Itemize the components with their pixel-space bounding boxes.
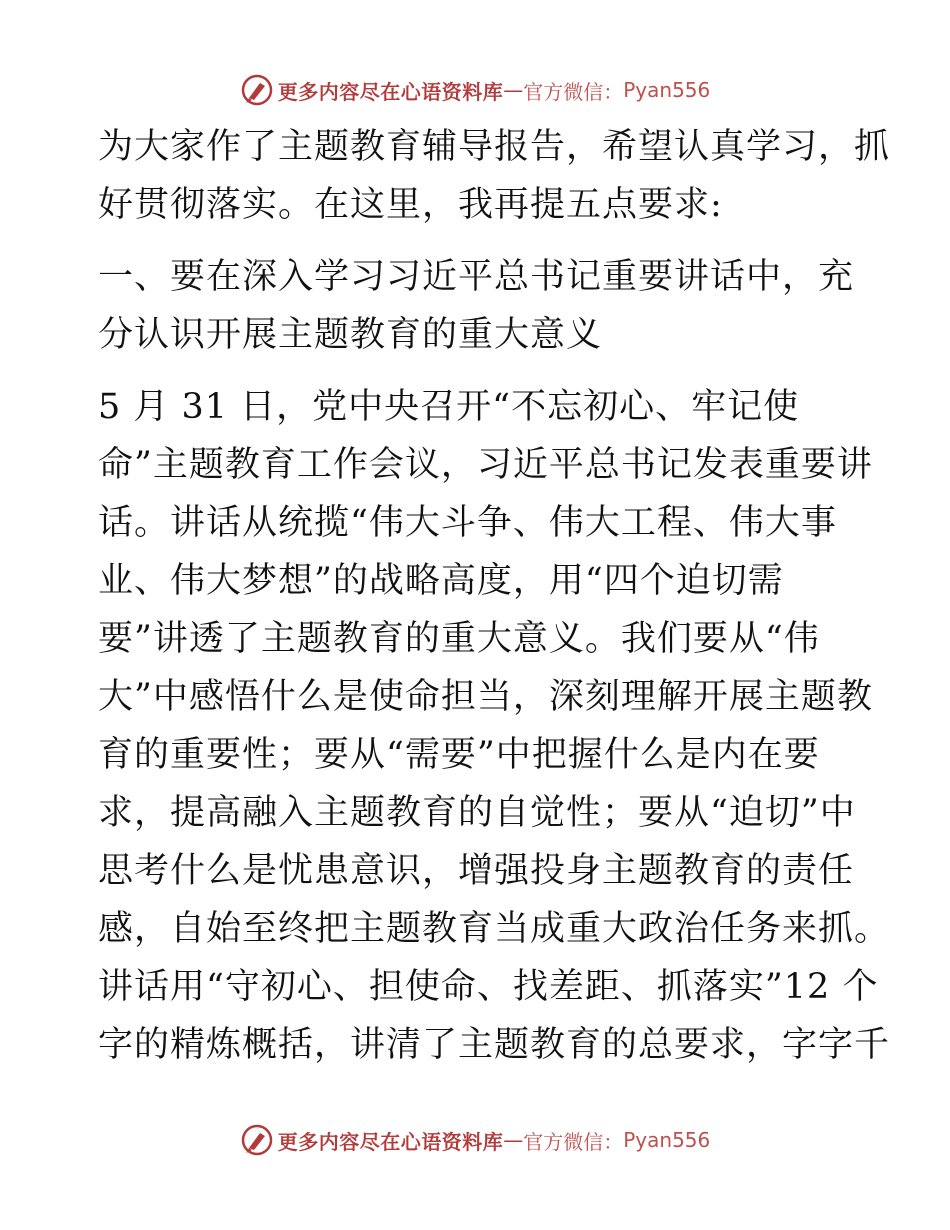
watermark-site-text: 更多内容尽在心语资料库 (277, 79, 504, 104)
paragraph-line: 话。讲话从统揽“伟大斗争、伟大工程、伟大事 (98, 503, 837, 543)
watermark-wechat-label: 官方微信： (523, 79, 624, 104)
paragraph-line: 感，自始至终把主题教育当成重大政治任务来抓。 (98, 909, 891, 949)
paragraph-line: 好贯彻落实。在这里，我再提五点要求: (98, 185, 723, 225)
watermark-wechat-id: Pyan556 (623, 78, 711, 102)
paragraph-line: 大”中感悟什么是使命担当，深刻理解开展主题教 (98, 677, 873, 717)
paragraph-line: 育的重要性；要从“需要”中把握什么是内在要 (98, 735, 820, 775)
watermark-footer (0, 1120, 950, 1160)
paragraph-line: 5 月 31 日，党中央召开“不忘初心、牢记使 (98, 387, 800, 427)
pen-nib-logo-icon (240, 73, 274, 107)
paragraph-line: 为大家作了主题教育辅导报告，希望认真学习，抓 (98, 127, 891, 167)
watermark-wechat-id: Pyan556 (623, 1128, 711, 1152)
paragraph-line: 字的精炼概括，讲清了主题教育的总要求，字字千 (98, 1025, 891, 1065)
paragraph-line: 求，提高融入主题教育的自觉性；要从“迫切”中 (98, 793, 856, 833)
pen-nib-logo-icon (240, 1123, 274, 1157)
section-heading-line: 一、要在深入学习习近平总书记重要讲话中，充 (98, 257, 855, 297)
watermark-site-text: 更多内容尽在心语资料库 (277, 1129, 504, 1154)
watermark-separator: — (503, 1128, 524, 1152)
paragraph-line: 思考什么是忧患意识，增强投身主题教育的责任 (98, 851, 855, 891)
paragraph-line: 命”主题教育工作会议，习近平总书记发表重要讲 (98, 445, 873, 485)
watermark-separator: — (503, 78, 524, 102)
paragraph-line: 讲话用“守初心、担使命、找差距、抓落实”12 个 (98, 967, 879, 1007)
watermark-wechat-label: 官方微信： (523, 1129, 624, 1154)
paragraph-line: 业、伟大梦想”的战略高度，用“四个迫切需 (98, 561, 784, 601)
watermark-header (0, 70, 950, 110)
paragraph-line: 要”讲透了主题教育的重大意义。我们要从“伟 (98, 619, 820, 659)
document-body (98, 118, 891, 1074)
section-heading-line: 分认识开展主题教育的重大意义 (98, 315, 603, 355)
